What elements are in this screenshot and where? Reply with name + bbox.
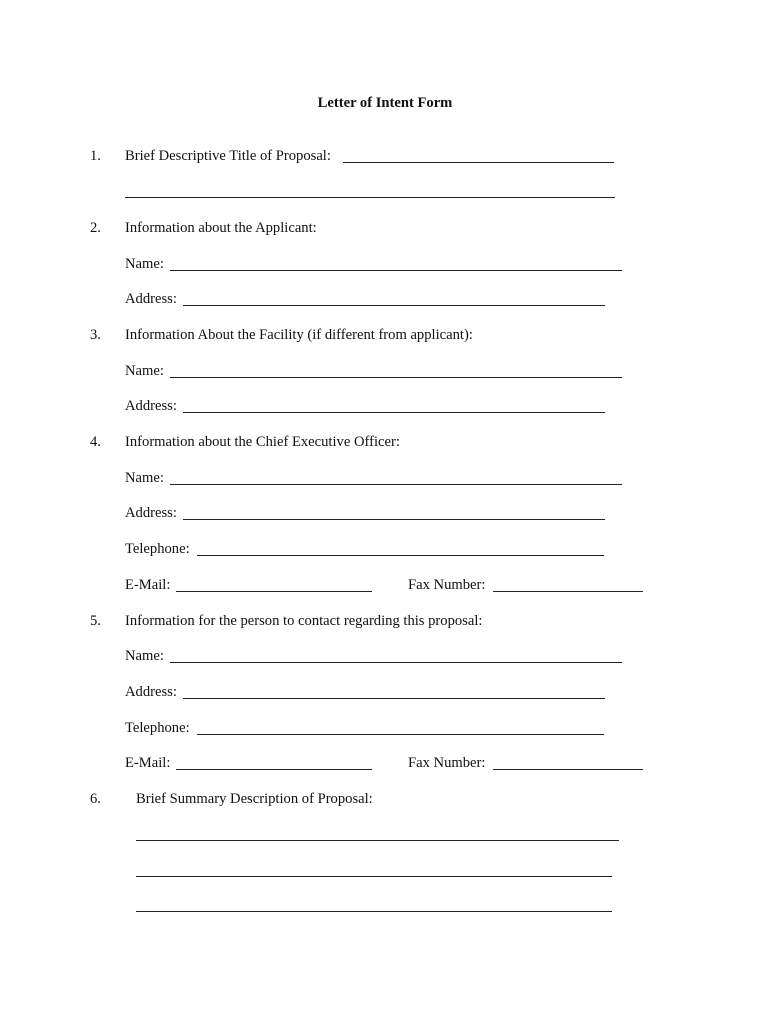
proposal-title-field-continued[interactable] bbox=[125, 197, 615, 198]
facility-address-label: Address: bbox=[125, 398, 177, 414]
section-heading: Brief Summary Description of Proposal: bbox=[136, 791, 373, 807]
applicant-address-field[interactable] bbox=[183, 305, 605, 306]
facility-name-label: Name: bbox=[125, 363, 164, 379]
ceo-email-field[interactable] bbox=[176, 591, 372, 592]
ceo-name-label: Name: bbox=[125, 470, 164, 486]
summary-line-1[interactable] bbox=[136, 840, 619, 841]
contact-fax-field[interactable] bbox=[493, 769, 643, 770]
applicant-name-label: Name: bbox=[125, 256, 164, 272]
section-number: 6. bbox=[90, 791, 101, 807]
applicant-address-label: Address: bbox=[125, 291, 177, 307]
section-number: 3. bbox=[90, 327, 101, 343]
section-heading: Brief Descriptive Title of Proposal: bbox=[125, 148, 331, 164]
facility-address-field[interactable] bbox=[183, 412, 605, 413]
facility-name-field[interactable] bbox=[170, 377, 622, 378]
ceo-telephone-label: Telephone: bbox=[125, 541, 190, 557]
section-number: 2. bbox=[90, 220, 101, 236]
contact-telephone-field[interactable] bbox=[197, 734, 604, 735]
ceo-fax-label: Fax Number: bbox=[408, 577, 486, 593]
section-number: 4. bbox=[90, 434, 101, 450]
summary-line-2[interactable] bbox=[136, 876, 612, 877]
ceo-address-label: Address: bbox=[125, 505, 177, 521]
summary-line-3[interactable] bbox=[136, 911, 612, 912]
ceo-telephone-field[interactable] bbox=[197, 555, 604, 556]
section-heading: Information about the Applicant: bbox=[125, 220, 317, 236]
section-heading: Information About the Facility (if different from applicant): bbox=[125, 327, 473, 343]
ceo-email-label: E-Mail: bbox=[125, 577, 171, 593]
applicant-name-field[interactable] bbox=[170, 270, 622, 271]
section-heading: Information for the person to contact regarding this proposal: bbox=[125, 613, 483, 629]
contact-fax-label: Fax Number: bbox=[408, 755, 486, 771]
ceo-fax-field[interactable] bbox=[493, 591, 643, 592]
section-number: 1. bbox=[90, 148, 101, 164]
page-title: Letter of Intent Form bbox=[317, 95, 453, 111]
contact-email-field[interactable] bbox=[176, 769, 372, 770]
section-heading: Information about the Chief Executive Officer: bbox=[125, 434, 400, 450]
contact-name-field[interactable] bbox=[170, 662, 622, 663]
contact-email-label: E-Mail: bbox=[125, 755, 171, 771]
ceo-address-field[interactable] bbox=[183, 519, 605, 520]
proposal-title-field[interactable] bbox=[343, 162, 614, 163]
section-number: 5. bbox=[90, 613, 101, 629]
contact-name-label: Name: bbox=[125, 648, 164, 664]
contact-telephone-label: Telephone: bbox=[125, 720, 190, 736]
ceo-name-field[interactable] bbox=[170, 484, 622, 485]
contact-address-label: Address: bbox=[125, 684, 177, 700]
contact-address-field[interactable] bbox=[183, 698, 605, 699]
